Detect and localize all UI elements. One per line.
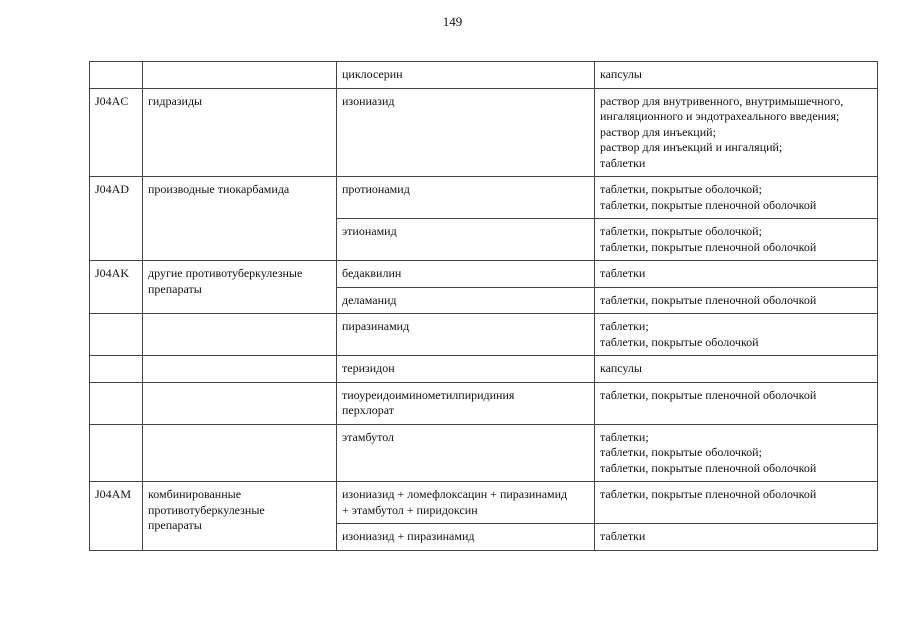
table-row (90, 382, 878, 424)
drug-name-cell: этионамид (337, 219, 595, 261)
drug-name-cell: теризидон (337, 356, 595, 383)
table-row (90, 177, 878, 219)
atc-code-cell (90, 314, 143, 356)
page-number: 149 (442, 14, 463, 29)
drug-name-cell: изониазид + ломефлоксацин + пиразинамид + этамбутол + пиридоксин (337, 482, 595, 524)
table-row (90, 261, 878, 288)
group-cell: гидразиды (143, 88, 337, 177)
drug-name-cell: пиразинамид (337, 314, 595, 356)
dosage-form-cell: таблетки (595, 261, 878, 288)
dosage-form-cell: таблетки, покрытые пленочной оболочкой (595, 382, 878, 424)
drug-name-cell: циклосерин (337, 62, 595, 89)
dosage-form-cell: таблетки, покрытые пленочной оболочкой (595, 482, 878, 524)
drug-name-cell: бедаквилин (337, 261, 595, 288)
atc-code-cell (90, 62, 143, 89)
group-cell (143, 314, 337, 356)
table-row (90, 88, 878, 177)
dosage-form-cell: капсулы (595, 62, 878, 89)
group-cell: производные тиокарбамида (143, 177, 337, 261)
table-row (90, 356, 878, 383)
group-cell (143, 424, 337, 482)
atc-code-cell: J04AC (90, 88, 143, 177)
drug-name-cell: этамбутол (337, 424, 595, 482)
dosage-form-cell: таблетки (595, 524, 878, 551)
group-cell (143, 62, 337, 89)
drug-name-cell: тиоуреидоиминометилпиридиния перхлорат (337, 382, 595, 424)
atc-code-cell (90, 424, 143, 482)
atc-code-cell: J04AD (90, 177, 143, 261)
drug-name-cell: протионамид (337, 177, 595, 219)
table-row (90, 482, 878, 524)
table-row (90, 424, 878, 482)
group-cell (143, 382, 337, 424)
drug-name-cell: изониазид (337, 88, 595, 177)
dosage-form-cell: раствор для внутривенного, внутримышечного, ингаляционного и эндотрахеального введения; раствор для инъекций; раствор для инъекций и ингаляций; таблетки (595, 88, 878, 177)
drug-name-cell: деламанид (337, 287, 595, 314)
atc-code-cell (90, 356, 143, 383)
group-cell (143, 356, 337, 383)
atc-code-cell: J04AK (90, 261, 143, 314)
group-cell: другие противотуберкулезные препараты (143, 261, 337, 314)
dosage-form-cell: таблетки; таблетки, покрытые оболочкой; таблетки, покрытые пленочной оболочкой (595, 424, 878, 482)
group-cell: комбинированные противотуберкулезные препараты (143, 482, 337, 551)
dosage-form-cell: таблетки, покрытые пленочной оболочкой (595, 287, 878, 314)
atc-code-cell (90, 382, 143, 424)
dosage-form-cell: таблетки, покрытые оболочкой; таблетки, покрытые пленочной оболочкой (595, 177, 878, 219)
atc-code-cell: J04AM (90, 482, 143, 551)
dosage-form-cell: капсулы (595, 356, 878, 383)
drug-table (89, 61, 878, 551)
table-row (90, 314, 878, 356)
drug-name-cell: изониазид + пиразинамид (337, 524, 595, 551)
dosage-form-cell: таблетки, покрытые оболочкой; таблетки, покрытые пленочной оболочкой (595, 219, 878, 261)
table-row (90, 62, 878, 89)
dosage-form-cell: таблетки; таблетки, покрытые оболочкой (595, 314, 878, 356)
